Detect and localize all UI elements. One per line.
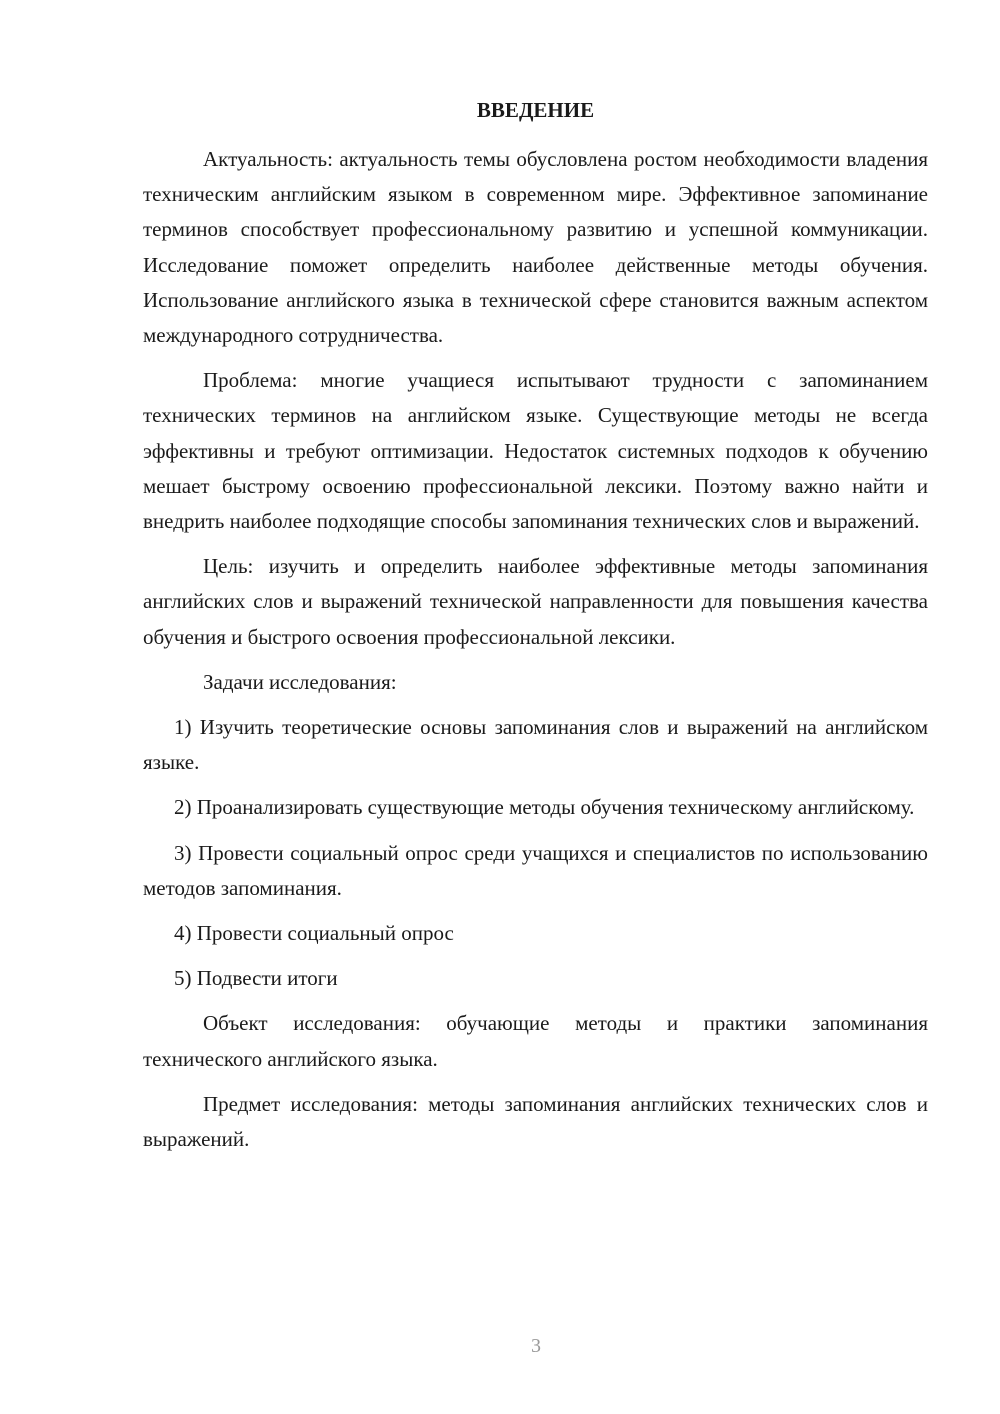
relevance-paragraph: Актуальность: актуальность темы обусловлена ростом необходимости владения техническим английским языком в современном мире. Эффективное запоминание терминов способствует профессиональному развитию и успешной коммуникации. Исследование поможет определить наиболее действенные методы обучения. Использование английского языка в технической сфере становится важным аспектом международного сотрудничества. [143,147,928,348]
task-item-4: 4) Провести социальный опрос [174,921,454,946]
task-item-1: 1) Изучить теоретические основы запоминания слов и выражений на английском языке. [143,715,928,775]
task-item-5: 5) Подвести итоги [174,966,338,991]
problem-paragraph: Проблема: многие учащиеся испытывают трудности с запоминанием технических терминов на английском языке. Существующие методы не всегда эффективны и требуют оптимизации. Недостаток системных подходов к обучению мешает быстрому освоению профессиональной лексики. Поэтому важно найти и внедрить наиболее подходящие способы запоминания технических слов и выражений. [143,368,928,534]
goal-paragraph: Цель: изучить и определить наиболее эффективные методы запоминания английских слов и выражений технической направленности для повышения качества обучения и быстрого освоения профессиональной лексики. [143,554,928,649]
page-content [143,88,928,1167]
task-item-3: 3) Провести социальный опрос среди учащихся и специалистов по использованию методов запоминания. [143,840,928,900]
section-title: ВВЕДЕНИЕ [476,98,595,122]
tasks-heading: Задачи исследования: [203,669,397,694]
object-paragraph: Объект исследования: обучающие методы и практики запоминания технического английского языка. [143,1011,928,1071]
page-number: 3 [531,1335,541,1357]
task-item-2: 2) Проанализировать существующие методы обучения техническому английскому. [174,795,915,820]
subject-paragraph: Предмет исследования: методы запоминания английских технических слов и выражений. [143,1091,928,1152]
